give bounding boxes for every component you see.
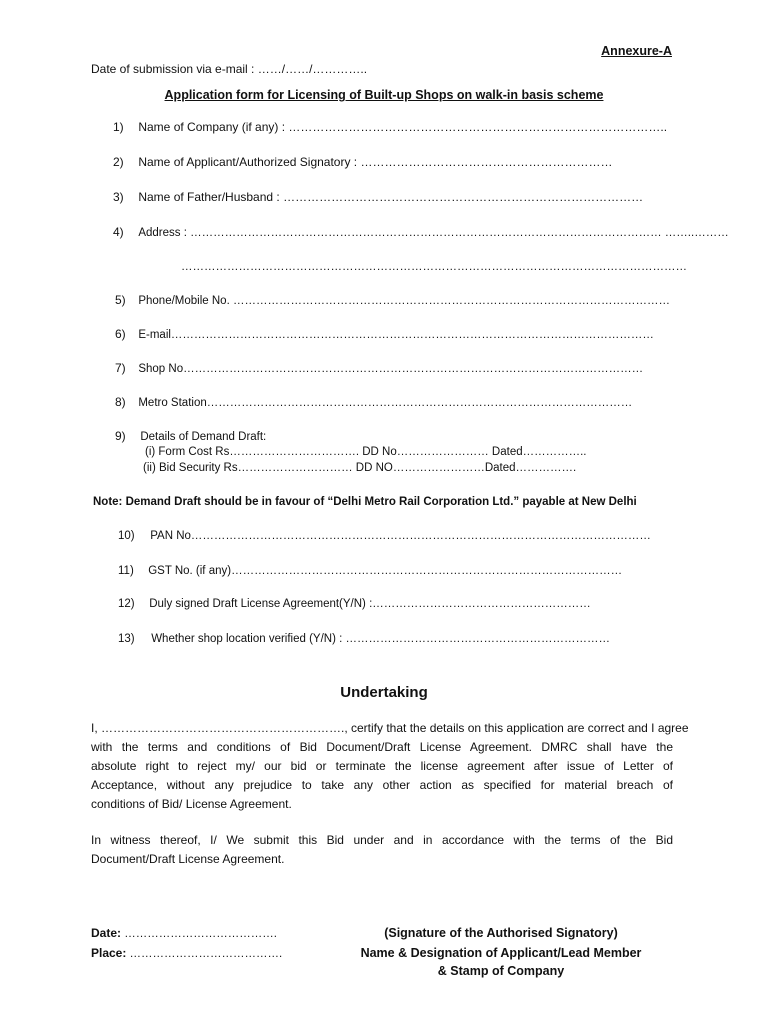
item-pan: 10) PAN No…………………………………………………………………………………………………………	[118, 530, 651, 542]
place-field: Place: ………………………………….	[91, 946, 283, 960]
item-demand-draft: 9) Details of Demand Draft:	[115, 429, 267, 443]
undertaking-heading: Undertaking	[340, 684, 428, 701]
dd-bid-security-line: (ii) Bid Security Rs………………………… DD NO……………………Dated…………….	[143, 462, 577, 474]
undertaking-line: I, ……………………………………………………., certify that the details on this application are correct and I agree	[91, 721, 689, 735]
designation-label: Name & Designation of Applicant/Lead Member	[360, 946, 642, 960]
item-location-verified: 13) Whether shop location verified (Y/N) : ……………………………………………………………	[118, 633, 611, 645]
undertaking-line: with the terms and conditions of Bid Document/Draft License Agreement. DMRC shall have the	[91, 740, 673, 754]
item-applicant-name: 2) Name of Applicant/Authorized Signatory : ………………………………………………………	[113, 155, 613, 169]
item-father-husband: 3) Name of Father/Husband : ………………………………………………………………………………	[113, 190, 644, 204]
stamp-label: & Stamp of Company	[437, 964, 565, 978]
date-field: Date: ………………………………….	[91, 926, 277, 940]
dd-form-cost-line: (i) Form Cost Rs……………………………. DD No…………………… Dated……………..	[145, 446, 587, 458]
item-address-line-2: ……………………………………………………………………………………………………………………	[181, 261, 687, 273]
undertaking-line: Acceptance, without any prejudice to take any other action as specified for material breach of	[91, 778, 673, 792]
witness-line: In witness thereof, I/ We submit this Bid under and in accordance with the terms of the Bid	[91, 833, 673, 847]
undertaking-line: absolute right to reject my/ our bid or terminate the license agreement after issue of Letter of	[91, 759, 673, 773]
annexure-label: Annexure-A	[601, 44, 672, 58]
undertaking-line: conditions of Bid/ License Agreement.	[91, 797, 292, 811]
form-title: Application form for Licensing of Built-up Shops on walk-in basis scheme	[164, 88, 604, 102]
item-company-name: 1) Name of Company (if any) : …………………………………………………………………………………..	[113, 120, 668, 134]
undertaking-paragraph	[91, 719, 689, 814]
item-phone: 5) Phone/Mobile No. ……………………………………………………………………………………………………	[115, 293, 670, 307]
signature-label: (Signature of the Authorised Signatory)	[384, 926, 618, 940]
item-address: 4) Address : …………………………………………………………………………………………………………… ……..………	[113, 225, 729, 239]
item-shop-no: 7) Shop No…………………………………………………………………………………………………………	[115, 361, 644, 375]
item-draft-agreement: 12) Duly signed Draft License Agreement(Y/N) :…………………………………………………	[118, 598, 591, 610]
submission-date-line: Date of submission via e-mail : ……/……/…………..	[91, 62, 368, 76]
witness-line: Document/Draft License Agreement.	[91, 852, 285, 866]
item-email: 6) E-mail………………………………………………………………………………………………………………	[115, 327, 654, 341]
demand-draft-note: Note: Demand Draft should be in favour of “Delhi Metro Rail Corporation Ltd.” payable at New Delhi	[93, 496, 637, 508]
witness-paragraph	[91, 831, 673, 869]
item-metro-station: 8) Metro Station…………………………………………………………………………………………………	[115, 395, 633, 409]
item-gst: 11) GST No. (if any)…………………………………………………………………………………………	[118, 565, 623, 577]
